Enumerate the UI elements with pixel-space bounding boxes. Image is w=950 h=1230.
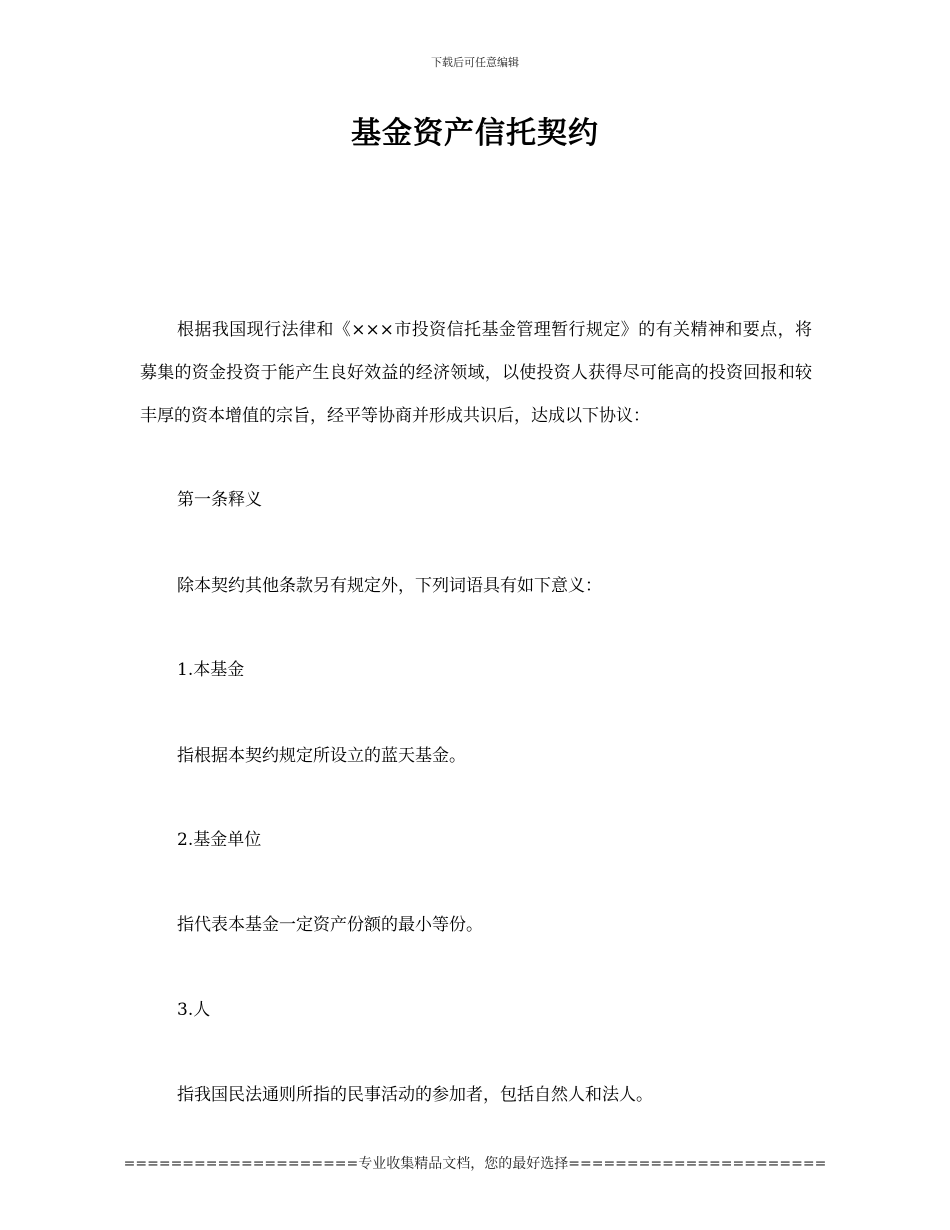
page-footer-note: ====================专业收集精品文档，您的最好选择====================== [123,1156,827,1172]
document-title: 基金资产信托契约 [351,116,599,151]
article-1-lead: 除本契约其他条款另有规定外，下列词语具有如下意义： [177,576,602,596]
definition-term-1: 1.本基金 [177,660,245,680]
definition-term-2: 2.基金单位 [177,830,262,850]
intro-paragraph: 根据我国现行法律和《×××市投资信托基金管理暂行规定》的有关精神和要点，将募集的资金投资于能产生良好效益的经济领域，以使投资人获得尽可能高的投资回报和较丰厚的资本增值的宗旨，经平等协商并形成共识后，达成以下协议： [140,320,812,426]
article-1-heading: 第一条释义 [177,490,262,510]
definition-meaning-3: 指我国民法通则所指的民事活动的参加者，包括自然人和法人。 [177,1085,653,1105]
definition-meaning-2: 指代表本基金一定资产份额的最小等份。 [177,915,483,935]
page-header-note: 下载后可任意编辑 [431,56,519,69]
definition-meaning-1: 指根据本契约规定所设立的蓝天基金。 [177,746,466,766]
definition-term-3: 3.人 [177,1000,211,1020]
